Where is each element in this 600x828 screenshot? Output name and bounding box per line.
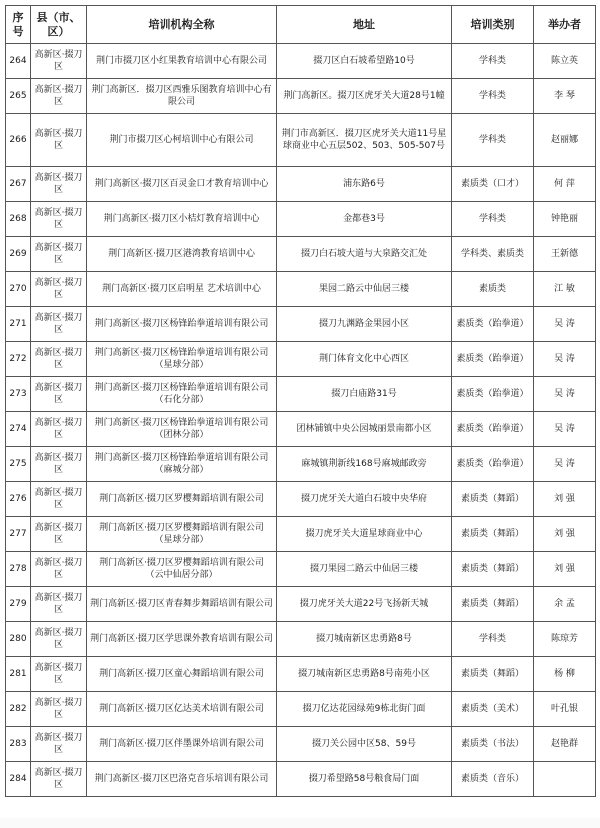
cell-training-type: 学科类 [452, 202, 534, 237]
cell-serial-number: 281 [6, 657, 31, 692]
cell-organizer: 叶孔银 [534, 692, 596, 727]
cell-serial-number: 283 [6, 727, 31, 762]
cell-institution-name: 荆门高新区·掇刀区青春舞步舞蹈培训有限公司 [87, 587, 277, 622]
cell-institution-name: 荆门高新区·掇刀区罗樱舞蹈培训有限公司 （云中仙居分部） [87, 552, 277, 587]
cell-county: 高新区·掇刀区 [31, 167, 87, 202]
cell-training-type: 素质类（舞蹈） [452, 517, 534, 552]
cell-county: 高新区·掇刀区 [31, 114, 87, 167]
cell-training-type: 素质类（跆拳道） [452, 307, 534, 342]
cell-serial-number: 275 [6, 447, 31, 482]
cell-training-type: 素质类（跆拳道） [452, 412, 534, 447]
cell-county: 高新区·掇刀区 [31, 447, 87, 482]
cell-address: 掇刀虎牙关大道22号飞扬新天城 [277, 587, 452, 622]
cell-training-type: 素质类（舞蹈） [452, 552, 534, 587]
table-body [6, 44, 596, 797]
cell-organizer: 刘 强 [534, 517, 596, 552]
cell-institution-name: 荆门高新区·掇刀区杨锋跆拳道培训有限公司 （石化分部） [87, 377, 277, 412]
table-row [6, 447, 596, 482]
table-row [6, 237, 596, 272]
cell-county: 高新区·掇刀区 [31, 622, 87, 657]
cell-county: 高新区·掇刀区 [31, 517, 87, 552]
table-row [6, 552, 596, 587]
cell-training-type: 素质类（口才） [452, 167, 534, 202]
cell-serial-number: 266 [6, 114, 31, 167]
cell-organizer: 何 萍 [534, 167, 596, 202]
cell-organizer: 吴 涛 [534, 342, 596, 377]
cell-address: 掇刀区白石坡希望路10号 [277, 44, 452, 79]
cell-organizer [534, 762, 596, 797]
cell-address: 掇刀果园二路云中仙居三楼 [277, 552, 452, 587]
cell-training-type: 学科类 [452, 622, 534, 657]
cell-organizer: 吴 涛 [534, 447, 596, 482]
cell-serial-number: 274 [6, 412, 31, 447]
cell-institution-name: 荆门高新区·掇刀区童心舞蹈培训有限公司 [87, 657, 277, 692]
cell-serial-number: 271 [6, 307, 31, 342]
cell-organizer: 吴 涛 [534, 377, 596, 412]
header-institution-name: 培训机构全称 [87, 6, 277, 44]
cell-organizer: 江 敏 [534, 272, 596, 307]
cell-address: 团林铺镇中央公园城丽景南都小区 [277, 412, 452, 447]
cell-training-type: 素质类（美术） [452, 692, 534, 727]
cell-organizer: 王新德 [534, 237, 596, 272]
cell-address: 掇刀希望路58号粮食局门面 [277, 762, 452, 797]
header-address: 地址 [277, 6, 452, 44]
cell-organizer: 陈琼芳 [534, 622, 596, 657]
table-row [6, 272, 596, 307]
cell-serial-number: 269 [6, 237, 31, 272]
cell-address: 浦东路6号 [277, 167, 452, 202]
cell-training-type: 素质类（书法） [452, 727, 534, 762]
table-row [6, 727, 596, 762]
cell-organizer: 余 孟 [534, 587, 596, 622]
table-row [6, 307, 596, 342]
cell-serial-number: 267 [6, 167, 31, 202]
cell-address: 掇刀白庙路31号 [277, 377, 452, 412]
cell-serial-number: 270 [6, 272, 31, 307]
table-row [6, 412, 596, 447]
cell-serial-number: 280 [6, 622, 31, 657]
cell-serial-number: 273 [6, 377, 31, 412]
cell-training-type: 素质类（跆拳道） [452, 377, 534, 412]
cell-serial-number: 279 [6, 587, 31, 622]
cell-county: 高新区·掇刀区 [31, 482, 87, 517]
cell-serial-number: 284 [6, 762, 31, 797]
cell-county: 高新区·掇刀区 [31, 342, 87, 377]
cell-address: 荆门高新区。掇刀区虎牙关大道28号1幢 [277, 79, 452, 114]
cell-institution-name: 荆门高新区·掇刀区杨锋跆拳道培训有限公司 （团林分部） [87, 412, 277, 447]
cell-institution-name: 荆门高新区·掇刀区港湾教育培训中心 [87, 237, 277, 272]
cell-training-type: 素质类（跆拳道） [452, 447, 534, 482]
table-row [6, 692, 596, 727]
cell-organizer: 赵丽娜 [534, 114, 596, 167]
cell-address: 金都巷3号 [277, 202, 452, 237]
page-bottom-strip [0, 818, 600, 828]
cell-address: 荆门体育文化中心西区 [277, 342, 452, 377]
table-row [6, 202, 596, 237]
cell-address: 掇刀白石坡大道与大泉路交汇处 [277, 237, 452, 272]
cell-organizer: 钟艳丽 [534, 202, 596, 237]
cell-county: 高新区·掇刀区 [31, 692, 87, 727]
cell-address: 掇刀关公园中区58、59号 [277, 727, 452, 762]
cell-institution-name: 荆门高新区·掇刀区小桔灯教育培训中心 [87, 202, 277, 237]
header-training-type: 培训类别 [452, 6, 534, 44]
cell-training-type: 素质类（舞蹈） [452, 587, 534, 622]
cell-county: 高新区·掇刀区 [31, 587, 87, 622]
cell-institution-name: 荆门高新区·掇刀区百灵金口才教育培训中心 [87, 167, 277, 202]
cell-county: 高新区·掇刀区 [31, 412, 87, 447]
cell-institution-name: 荆门高新区·掇刀区巴洛克音乐培训有限公司 [87, 762, 277, 797]
cell-county: 高新区·掇刀区 [31, 79, 87, 114]
training-institution-table-container [5, 5, 595, 797]
cell-organizer: 吴 涛 [534, 412, 596, 447]
table-row [6, 342, 596, 377]
table-row [6, 587, 596, 622]
cell-address: 荆门市高新区．掇刀区虎牙关大道11号星球商业中心五层502、503、505-507号 [277, 114, 452, 167]
cell-county: 高新区·掇刀区 [31, 307, 87, 342]
cell-training-type: 素质类（舞蹈） [452, 657, 534, 692]
cell-organizer: 刘 强 [534, 482, 596, 517]
header-serial-number: 序号 [6, 6, 31, 44]
header-county: 县（市、区） [31, 6, 87, 44]
cell-organizer: 陈立英 [534, 44, 596, 79]
cell-training-type: 学科类 [452, 44, 534, 79]
table-header-row [6, 6, 596, 44]
cell-training-type: 素质类（跆拳道） [452, 342, 534, 377]
cell-serial-number: 264 [6, 44, 31, 79]
table-row [6, 657, 596, 692]
cell-address: 掇刀虎牙关大道星球商业中心 [277, 517, 452, 552]
cell-organizer: 吴 涛 [534, 307, 596, 342]
header-organizer: 举办者 [534, 6, 596, 44]
cell-county: 高新区·掇刀区 [31, 727, 87, 762]
table-row [6, 114, 596, 167]
table-row [6, 762, 596, 797]
cell-address: 果园二路云中仙居三楼 [277, 272, 452, 307]
cell-organizer: 杨 柳 [534, 657, 596, 692]
cell-serial-number: 282 [6, 692, 31, 727]
cell-training-type: 素质类（音乐） [452, 762, 534, 797]
cell-serial-number: 277 [6, 517, 31, 552]
cell-county: 高新区·掇刀区 [31, 762, 87, 797]
cell-address: 掇刀亿达花园绿苑9栋北街门面 [277, 692, 452, 727]
cell-serial-number: 278 [6, 552, 31, 587]
cell-institution-name: 荆门高新区·掇刀区杨锋跆拳道培训有限公司 [87, 307, 277, 342]
cell-address: 掇刀虎牙关大道白石坡中央华府 [277, 482, 452, 517]
cell-address: 掇刀九渊路金果园小区 [277, 307, 452, 342]
table-row [6, 44, 596, 79]
cell-county: 高新区·掇刀区 [31, 377, 87, 412]
cell-institution-name: 荆门高新区·掇刀区罗樱舞蹈培训有限公司 [87, 482, 277, 517]
cell-organizer: 赵艳群 [534, 727, 596, 762]
cell-institution-name: 荆门高新区·掇刀区罗樱舞蹈培训有限公司 （星球分部） [87, 517, 277, 552]
cell-training-type: 学科类 [452, 114, 534, 167]
cell-serial-number: 268 [6, 202, 31, 237]
cell-training-type: 学科类、素质类 [452, 237, 534, 272]
table-row [6, 482, 596, 517]
cell-serial-number: 272 [6, 342, 31, 377]
cell-institution-name: 荆门高新区·掇刀区伴墨课外培训有限公司 [87, 727, 277, 762]
table-row [6, 79, 596, 114]
cell-organizer: 刘 强 [534, 552, 596, 587]
cell-county: 高新区·掇刀区 [31, 272, 87, 307]
table-row [6, 622, 596, 657]
cell-institution-name: 荆门市掇刀区小红果教育培训中心有限公司 [87, 44, 277, 79]
cell-county: 高新区·掇刀区 [31, 657, 87, 692]
cell-county: 高新区·掇刀区 [31, 44, 87, 79]
training-institution-table [5, 5, 596, 797]
cell-county: 高新区·掇刀区 [31, 202, 87, 237]
cell-county: 高新区·掇刀区 [31, 237, 87, 272]
cell-training-type: 学科类 [452, 79, 534, 114]
table-row [6, 377, 596, 412]
cell-address: 麻城镇荆新线168号麻城邮政旁 [277, 447, 452, 482]
cell-institution-name: 荆门高新区·掇刀区启明星 艺术培训中心 [87, 272, 277, 307]
cell-serial-number: 265 [6, 79, 31, 114]
cell-institution-name: 荆门高新区·掇刀区亿达美术培训有限公司 [87, 692, 277, 727]
cell-training-type: 素质类（舞蹈） [452, 482, 534, 517]
table-row [6, 517, 596, 552]
cell-institution-name: 荆门市掇刀区心柯培训中心有限公司 [87, 114, 277, 167]
cell-institution-name: 荆门高新区·掇刀区杨锋跆拳道培训有限公司 （麻城分部） [87, 447, 277, 482]
cell-organizer: 李 琴 [534, 79, 596, 114]
cell-training-type: 素质类 [452, 272, 534, 307]
cell-institution-name: 荆门高新区·掇刀区学思课外教育培训有限公司 [87, 622, 277, 657]
cell-county: 高新区·掇刀区 [31, 552, 87, 587]
table-row [6, 167, 596, 202]
cell-address: 掇刀城南新区忠勇路8号南苑小区 [277, 657, 452, 692]
cell-institution-name: 荆门高新区·掇刀区杨锋跆拳道培训有限公司（星球分部） [87, 342, 277, 377]
cell-serial-number: 276 [6, 482, 31, 517]
cell-address: 掇刀城南新区忠勇路8号 [277, 622, 452, 657]
cell-institution-name: 荆门高新区．掇刀区西雅乐图教育培训中心有限公司 [87, 79, 277, 114]
